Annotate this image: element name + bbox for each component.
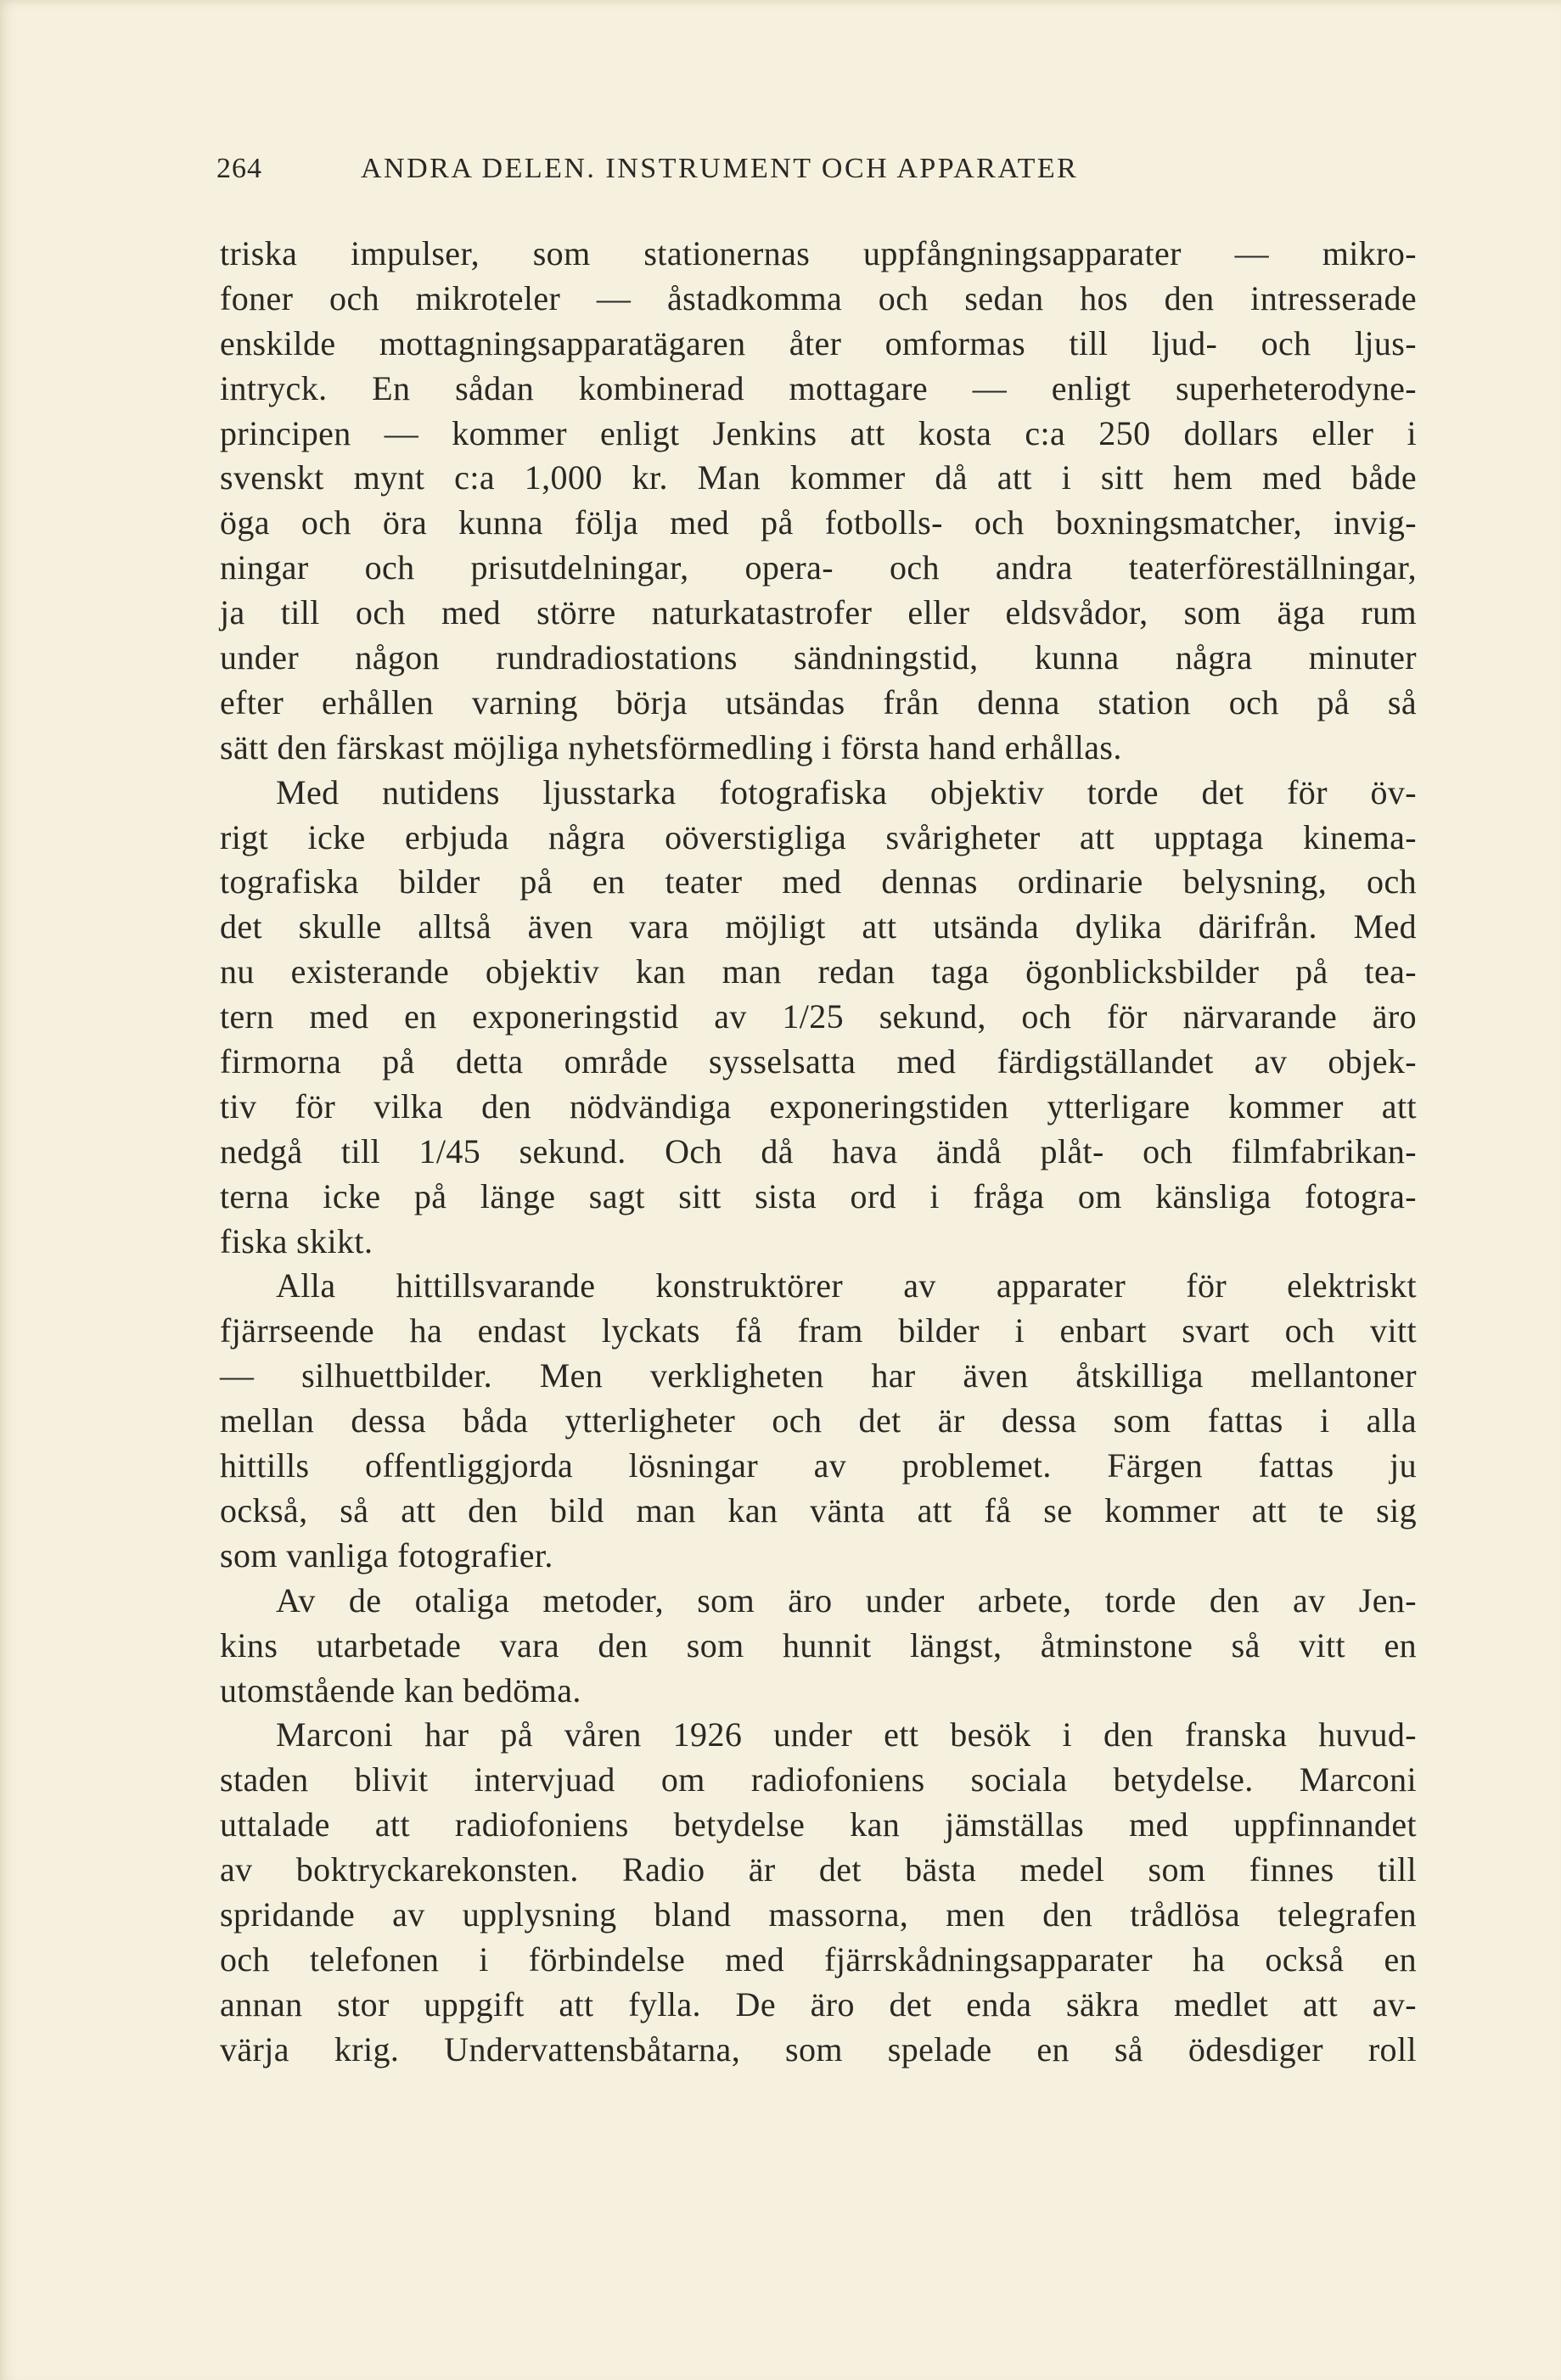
text-line: hittills offentliggjorda lösningar av problemet. Färgen fattas ju	[220, 1446, 1417, 1485]
text-line: Med nutidens ljusstarka fotografiska objektiv torde det för öv-	[276, 772, 1417, 811]
text-line: staden blivit intervjuad om radiofoniens sociala betydelse. Marconi	[220, 1760, 1417, 1799]
text-line: tern med en exponeringstid av 1/25 sekund, och för närvarande äro	[220, 997, 1417, 1036]
text-line: triska impulser, som stationernas uppfångningsapparater — mikro-	[220, 234, 1417, 272]
text-line: annan stor uppgift att fylla. De äro det enda säkra medlet att av-	[220, 1984, 1417, 2024]
text-line: fjärrseende ha endast lyckats få fram bilder i enbart svart och vitt	[220, 1311, 1417, 1350]
paragraph	[220, 771, 1417, 1265]
text-line: Alla hittillsvarande konstruktörer av apparater för elektriskt	[276, 1266, 1417, 1305]
text-line: under någon rundradiostations sändningstid, kunna några minuter	[220, 638, 1417, 677]
paragraph	[220, 1264, 1417, 1578]
text-line: svenskt mynt c:a 1,000 kr. Man kommer då att i sitt hem med både	[220, 458, 1417, 497]
paragraph	[220, 232, 1417, 771]
text-line: ja till och med större naturkatastrofer eller eldsvådor, som äga rum	[220, 593, 1417, 632]
text-line: sätt den färskast möjliga nyhetsförmedling i första hand erhållas.	[220, 727, 1122, 766]
text-line: Av de otaliga metoder, som äro under arbete, torde den av Jen-	[276, 1580, 1417, 1619]
text-line: värja krig. Undervattensbåtarna, som spelade en så ödesdiger roll	[220, 2029, 1417, 2068]
text-line: också, så att den bild man kan vänta att få se kommer att te sig	[220, 1490, 1417, 1530]
text-line: nu existerande objektiv kan man redan taga ögonblicksbilder på tea-	[220, 952, 1417, 991]
text-line: tografiska bilder på en teater med dennas ordinarie belysning, och	[220, 862, 1417, 901]
body-text	[220, 232, 1417, 2073]
text-line: intryck. En sådan kombinerad mottagare — enligt superheterodyne-	[220, 368, 1417, 407]
text-line: rigt icke erbjuda några oöverstigliga svårigheter att upptaga kinema-	[220, 817, 1417, 856]
text-line: efter erhållen varning börja utsändas från denna station och på så	[220, 682, 1417, 721]
running-title: ANDRA DELEN. INSTRUMENT OCH APPARATER	[361, 153, 1079, 184]
text-line: firmorna på detta område sysselsatta med färdigställandet av objek-	[220, 1042, 1417, 1081]
text-line: som vanliga fotografier.	[220, 1535, 553, 1575]
text-line: spridande av upplysning bland massorna, men den trådlösa telegrafen	[220, 1894, 1417, 1934]
text-line: nedgå till 1/45 sekund. Och då hava ändå plåt- och filmfabrikan-	[220, 1131, 1417, 1170]
text-line: ningar och prisutdelningar, opera- och andra teaterföreställningar,	[220, 548, 1417, 587]
text-line: mellan dessa båda ytterligheter och det är dessa som fattas i alla	[220, 1401, 1417, 1440]
text-line: öga och öra kunna följa med på fotbolls- och boxningsmatcher, invig-	[220, 503, 1417, 542]
paragraph	[220, 1579, 1417, 1714]
text-line: det skulle alltså även vara möjligt att utsända dylika därifrån. Med	[220, 907, 1417, 946]
text-line: tiv för vilka den nödvändiga exponeringstiden ytterligare kommer att	[220, 1086, 1417, 1125]
text-line: fiska skikt.	[220, 1221, 373, 1260]
text-line: utomstående kan bedöma.	[220, 1670, 581, 1709]
text-line: uttalade att radiofoniens betydelse kan jämställas med uppfinnandet	[220, 1805, 1417, 1844]
paragraph	[220, 1713, 1417, 2072]
text-line: Marconi har på våren 1926 under ett besök i den franska huvud-	[276, 1715, 1417, 1754]
page-number: 264	[216, 153, 262, 184]
running-header	[216, 153, 1422, 195]
text-line: principen — kommer enligt Jenkins att kosta c:a 250 dollars eller i	[220, 413, 1417, 452]
text-line: och telefonen i förbindelse med fjärrskådningsapparater ha också en	[220, 1939, 1417, 1979]
text-line: enskilde mottagningsapparatägaren åter omformas till ljud- och ljus-	[220, 323, 1417, 362]
text-line: foner och mikroteler — åstadkomma och sedan hos den intresserade	[220, 278, 1417, 317]
text-line: av boktryckarekonsten. Radio är det bästa medel som finnes till	[220, 1850, 1417, 1889]
text-line: — silhuettbilder. Men verkligheten har även åtskilliga mellantoner	[220, 1356, 1417, 1395]
text-line: terna icke på länge sagt sitt sista ord i fråga om känsliga fotogra-	[220, 1176, 1417, 1215]
text-line: kins utarbetade vara den som hunnit längst, åtminstone så vitt en	[220, 1625, 1417, 1664]
